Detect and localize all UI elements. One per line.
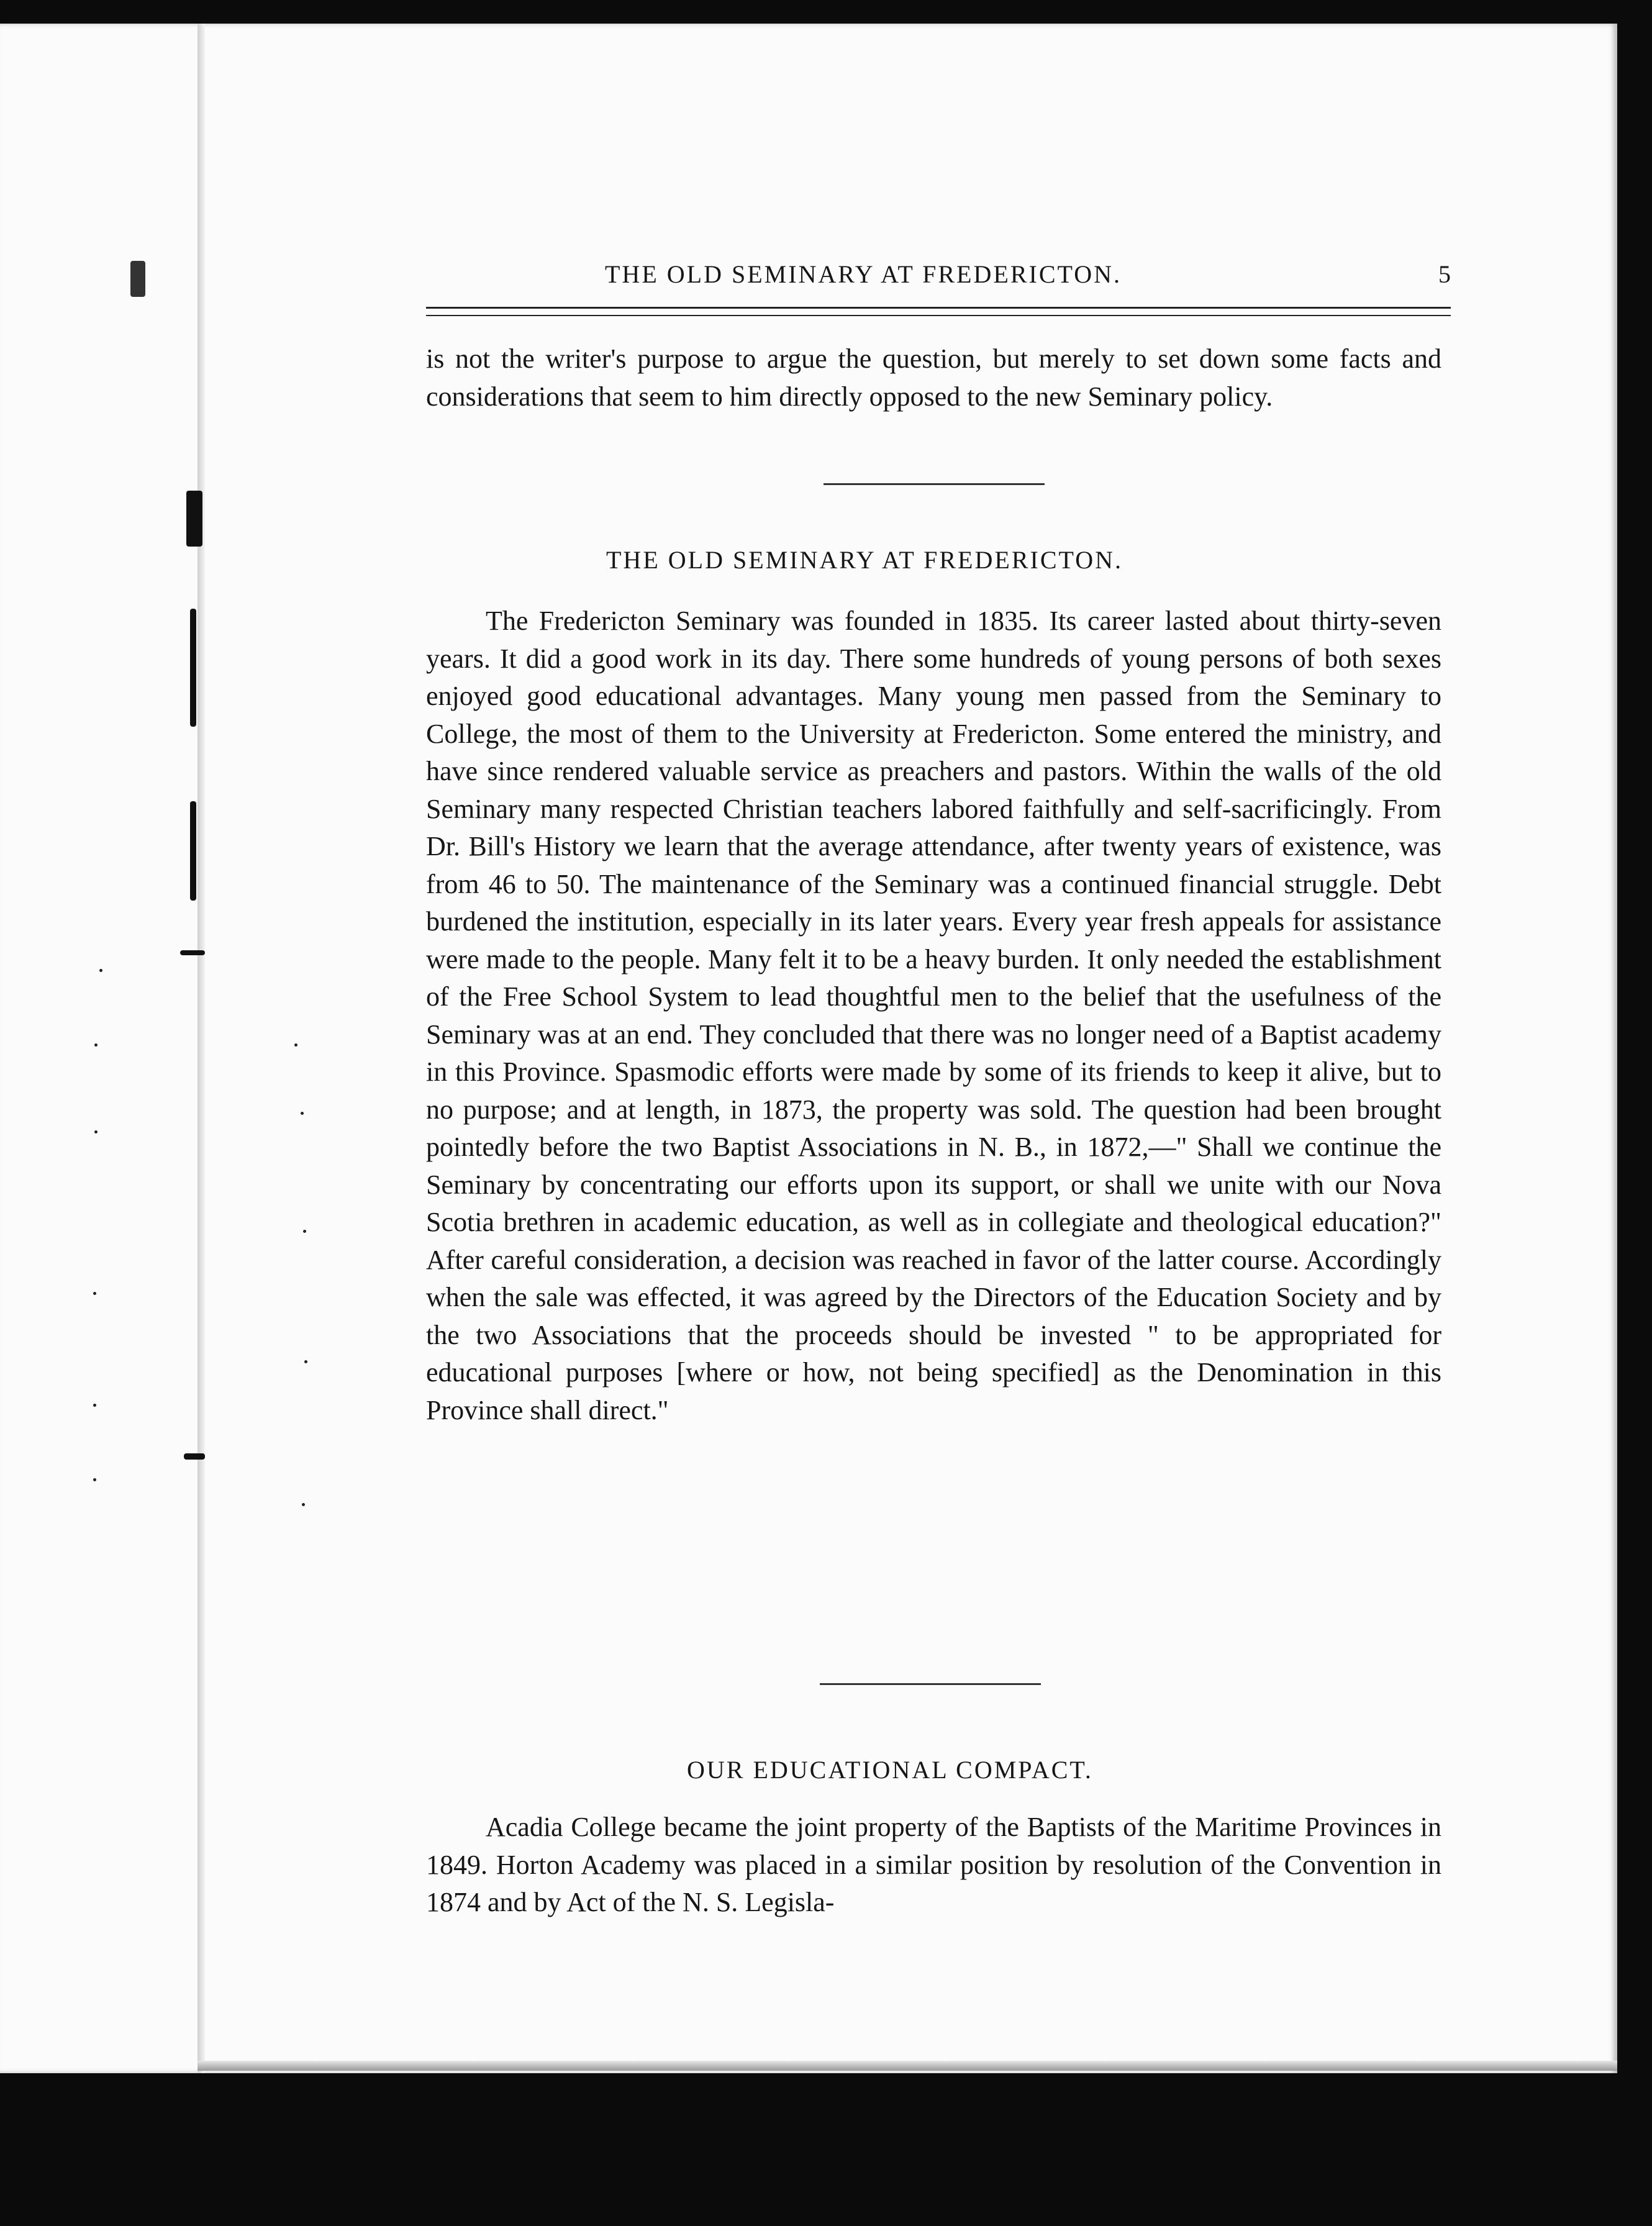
- margin-ink-mark: [184, 1453, 205, 1460]
- margin-speck: [304, 1360, 307, 1363]
- page-bottom-edge: [197, 2061, 1617, 2071]
- margin-ink-mark: [180, 950, 205, 955]
- page-gutter: [197, 24, 205, 2073]
- margin-speck: [94, 1043, 98, 1047]
- section-1-paragraph: The Fredericton Seminary was founded in 1835. Its career lasted about thirty-seven years. It did a good work in its day. There some hundreds of young persons of both sexes enjoyed good educational advantages. Many young men passed from the Seminary to College, the most of them to the University at Fredericton. Some entered the ministry, and have since rendered valuable service as preachers and pastors. Within the walls of the old Seminary many respected Christian teachers labored faithfully and self-sacrificingly. From Dr. Bill's History we learn that the average attendance, after twenty years of existence, was from 46 to 50. The maintenance of the Seminary was a continued financial struggle. Debt burdened the institution, especially in its later years. Every year fresh appeals for assistance were made to the people. Many felt it to be a heavy burden. It only needed the establishment of the Free School System to lead thoughtful men to the belief that the usefulness of the Seminary was at an end. They concluded that there was no longer need of a Baptist academy in this Province. Spasmodic efforts were made by some of its friends to keep it alive, but to no purpose; and at length, in 1873, the property was sold. The question had been brought pointedly before the two Baptist Associations in N. B., in 1872,—" Shall we continue the Seminary by concentrating our efforts upon its support, or shall we unite with our Nova Scotia brethren in academic education, as well as in collegiate and theological education?" After careful consideration, a decision was reached in favor of the latter course. Accordingly when the sale was effected, it was agreed by the Directors of the Education Society and by the two Associations that the proceeds should be invested " to be appropriated for educational purposes [where or how, not being specified] as the Denomination in this Province shall direct.": [426, 606, 1441, 1425]
- section-1-body: [426, 602, 1441, 1429]
- margin-ink-mark: [130, 261, 145, 297]
- section-divider: [824, 483, 1045, 485]
- margin-speck: [302, 1503, 305, 1506]
- margin-speck: [303, 1230, 306, 1233]
- margin-speck: [94, 1130, 98, 1133]
- margin-ink-mark: [190, 609, 196, 727]
- section-title: OUR EDUCATIONAL COMPACT.: [687, 1756, 1093, 1784]
- margin-speck: [93, 1292, 96, 1295]
- margin-speck: [93, 1478, 96, 1481]
- intro-block: [426, 340, 1441, 416]
- margin-speck: [294, 1043, 297, 1047]
- section-divider: [820, 1683, 1041, 1685]
- page-number: 5: [1438, 260, 1451, 288]
- intro-paragraph: is not the writer's purpose to argue the question, but merely to set down some facts and considerations that seem to him directly opposed to the new Seminary policy.: [426, 343, 1441, 412]
- margin-speck: [93, 1404, 96, 1407]
- section-2-body: [426, 1809, 1441, 1922]
- section-title: THE OLD SEMINARY AT FREDERICTON.: [606, 546, 1123, 574]
- running-head-title: THE OLD SEMINARY AT FREDERICTON.: [605, 260, 1122, 288]
- running-head-rule: [426, 307, 1451, 316]
- margin-speck: [301, 1112, 304, 1115]
- running-head: [426, 260, 1451, 297]
- margin-speck: [99, 969, 102, 972]
- margin-ink-mark: [190, 801, 196, 901]
- margin-ink-mark: [186, 491, 202, 547]
- section-2-paragraph: Acadia College became the joint property of the Baptists of the Maritime Provinces in 1849. Horton Academy was placed in a similar position by resolution of the Convention in 1874 and by Act of the N. S. Legisla-: [426, 1812, 1441, 1917]
